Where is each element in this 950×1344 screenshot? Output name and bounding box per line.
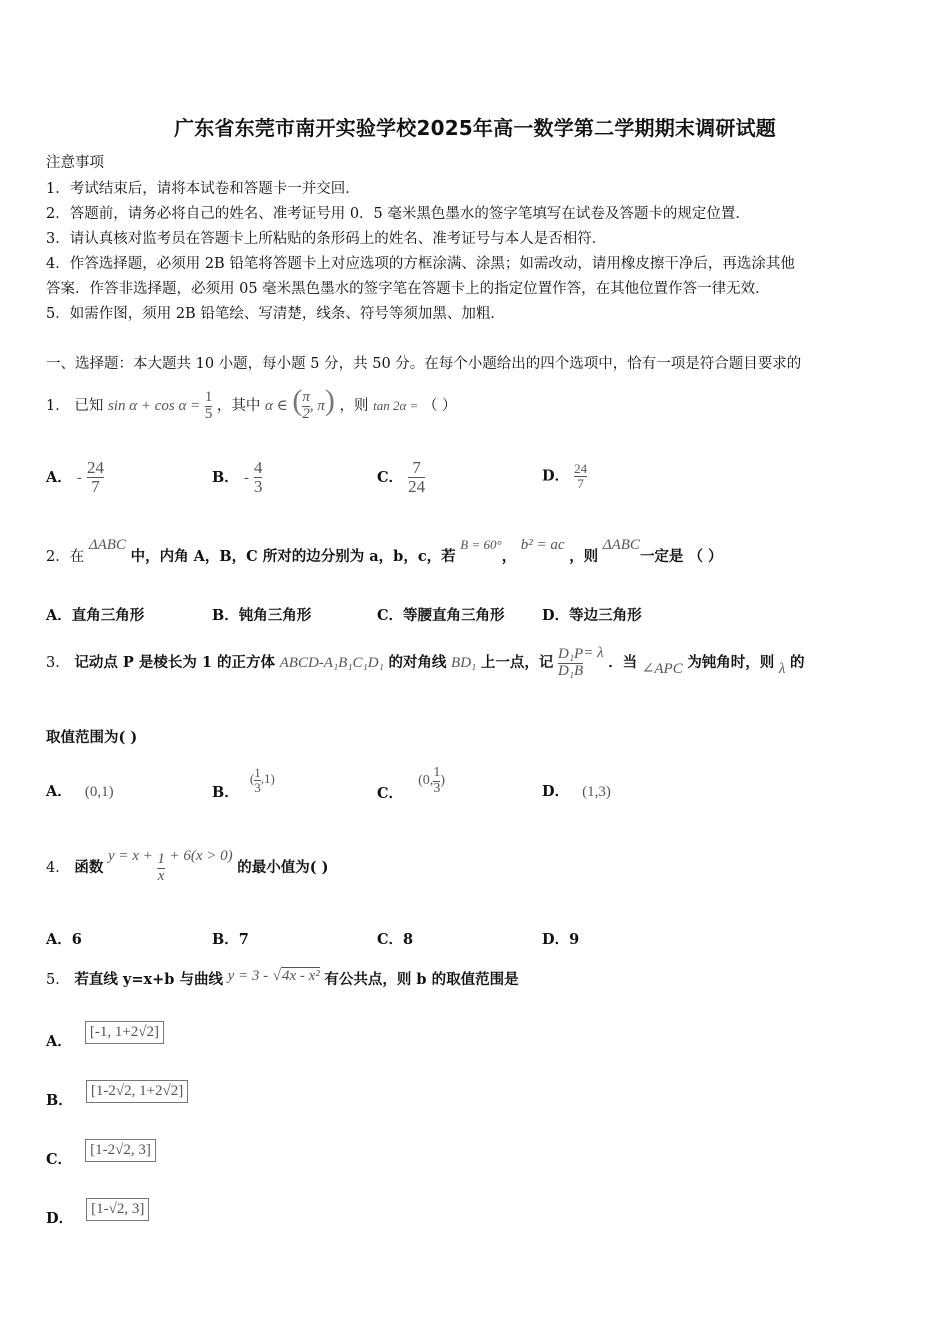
q2-relation: b² = ac [520, 537, 565, 553]
option-b[interactable]: B． ( $\frac{1}{3}$ ,1) [212, 765, 275, 802]
notice-item: 5．如需作图，须用 2B 铅笔绘、写清楚，线条、符号等须加黑、加粗． [46, 306, 505, 322]
question-number: 1． [46, 398, 70, 414]
notice-item: 2．答题前，请务必将自己的姓名、准考证号用 0．5 毫米黑色墨水的签字笔填写在试卷及答题卡的规定位置． [46, 206, 750, 222]
option-interval: (1,3) [582, 784, 611, 800]
option-c[interactable]: C． [1-2√2, 3] [46, 1138, 156, 1162]
q1-tan: tan 2α = [373, 398, 419, 413]
question-4: 4． 函数 y = x + $\frac{1}{x}$ + 6(x > 0) 的最小值为( ) [46, 848, 329, 884]
q3-continuation: 取值范围为( ) [46, 729, 138, 746]
question-number: 4． [46, 860, 70, 876]
q5-curve: y = 3 - [227, 968, 269, 984]
option-fraction: $\frac{7}{24}$ [408, 458, 426, 496]
option-b[interactable]: B．钝角三角形 [212, 607, 312, 624]
option-interval: ( $\frac{1}{3}$ ,1) [249, 765, 275, 795]
q4-fraction: $\frac{1}{x}$ [157, 850, 165, 884]
page-title: 广东省东莞市南开实验学校2025年高一数学第二学期期末调研试题 [174, 116, 776, 140]
option-interval: [1-2√2, 3] [85, 1139, 156, 1162]
option-c[interactable]: C．8 [377, 931, 414, 948]
option-interval: [-1, 1+2√2] [85, 1021, 164, 1044]
option-d[interactable]: D． (1,3) [542, 783, 611, 800]
q3-ratio-fraction: $\frac{\text{D₁P}}{\text{D₁B}}$ [557, 645, 584, 679]
option-a[interactable]: A．6 [46, 931, 82, 948]
q1-fraction-one-fifth: $\frac{1}{5}$ [204, 388, 213, 422]
notice-heading: 注意事项 [46, 155, 104, 171]
option-d[interactable]: D．等边三角形 [542, 607, 642, 624]
q1-fraction-pi-half: $\frac{\pi}{2}$ [302, 388, 310, 422]
q2-triangle: ΔABC [88, 537, 126, 553]
option-d[interactable]: D． $\frac{24}{7}$ [542, 461, 588, 491]
question-5: 5． 若直线 y=x+b 与曲线 y = 3 - √4x - x² 有公共点，则 b 的取值范围是 [46, 968, 519, 988]
notice-item: 4．作答选择题，必须用 2B 铅笔将答题卡上对应选项的方框涂满、涂黑；如需改动，请用橡皮擦干净后，再选涂其他 [46, 256, 795, 272]
option-a[interactable]: A． (0,1) [46, 783, 114, 800]
question-number: 3． [46, 655, 70, 671]
option-a[interactable]: A． - $\frac{24}{7}$ [46, 458, 104, 496]
question-1: 1． 已知 sin α + cos α = $\frac{1}{5}$ ，其中 α ∈ ( $\frac{\pi}{2}$ , π) ，则 tan 2α = （ ） [46, 384, 457, 422]
q1-answer-blank: （ ） [422, 398, 457, 414]
q3-diagonal: BD₁ [451, 655, 477, 671]
option-c[interactable]: C．等腰直角三角形 [377, 607, 505, 624]
option-c[interactable]: C． $\frac{7}{24}$ [377, 458, 426, 496]
q1-text: ，其中 [216, 398, 261, 414]
notice-item: 3．请认真核对监考员在答题卡上所粘贴的条形码上的姓名、准考证号与本人是否相符． [46, 231, 607, 247]
option-interval: (0,1) [84, 784, 114, 800]
q3-lambda: λ [778, 661, 786, 677]
option-interval: [1-√2, 3] [86, 1198, 149, 1221]
q1-formula-sin-cos: sin α + cos α = [107, 398, 201, 414]
option-b[interactable]: B． [1-2√2, 1+2√2] [46, 1079, 188, 1103]
option-fraction: $\frac{24}{7}$ [86, 458, 104, 496]
q3-angle: ∠APC [641, 661, 683, 677]
q1-text: 已知 [74, 398, 104, 414]
q3-cube: ABCD-A₁B₁C₁D₁ [279, 655, 384, 671]
q5-radicand: 4x - x² [281, 968, 320, 984]
option-d[interactable]: D．9 [542, 931, 580, 948]
option-interval: [1-2√2, 1+2√2] [86, 1080, 188, 1103]
question-2: 2．在 ΔABC 中，内角 A，B，C 所对的边分别为 a，b，c，若 B = 60°， b² = ac ，则 ΔABC一定是 （ ） [46, 537, 723, 565]
section-title: 一、选择题：本大题共 10 小题，每小题 5 分，共 50 分。在每个小题给出的四个选项中，恰有一项是符合题目要求的 [46, 356, 802, 372]
option-a[interactable]: A． [-1, 1+2√2] [46, 1020, 164, 1044]
q2-angle-b: B = 60° [460, 537, 502, 552]
option-a[interactable]: A．直角三角形 [46, 607, 145, 624]
option-fraction: $\frac{24}{7}$ [574, 461, 588, 491]
q4-formula: + 6(x > 0) [169, 848, 233, 864]
option-c[interactable]: C． (0, $\frac{1}{3}$ ) [377, 765, 445, 803]
question-3: 3． 记动点 P 是棱长为 1 的正方体 ABCD-A₁B₁C₁D₁ 的对角线 BD₁ 上一点，记 $\frac{\text{D₁P}}{\text{D₁B}}$ = λ ．当 ∠APC 为钝角时，则 λ 的 [46, 645, 805, 679]
notice-item: 1．考试结束后，请将本试卷和答题卡一并交回． [46, 181, 360, 197]
option-b[interactable]: B． - $\frac{4}{3}$ [212, 458, 263, 496]
question-number: 5． [46, 972, 70, 988]
notice-item: 答案．作答非选择题，必须用 05 毫米黑色墨水的签字笔在答题卡上的指定位置作答，在其他位置作答一律无效． [46, 281, 770, 297]
q1-text: ，则 [339, 398, 369, 414]
q4-formula: y = x + [107, 848, 153, 864]
q2-triangle: ΔABC [602, 537, 640, 553]
q1-alpha-in: α ∈ [265, 398, 288, 414]
option-b[interactable]: B．7 [212, 931, 249, 948]
option-d[interactable]: D． [1-√2, 3] [46, 1197, 149, 1221]
option-fraction: $\frac{4}{3}$ [253, 458, 263, 496]
option-interval: (0, $\frac{1}{3}$ ) [418, 765, 445, 796]
q1-interval-end: , π [309, 398, 325, 414]
question-number: 2． [46, 549, 70, 565]
